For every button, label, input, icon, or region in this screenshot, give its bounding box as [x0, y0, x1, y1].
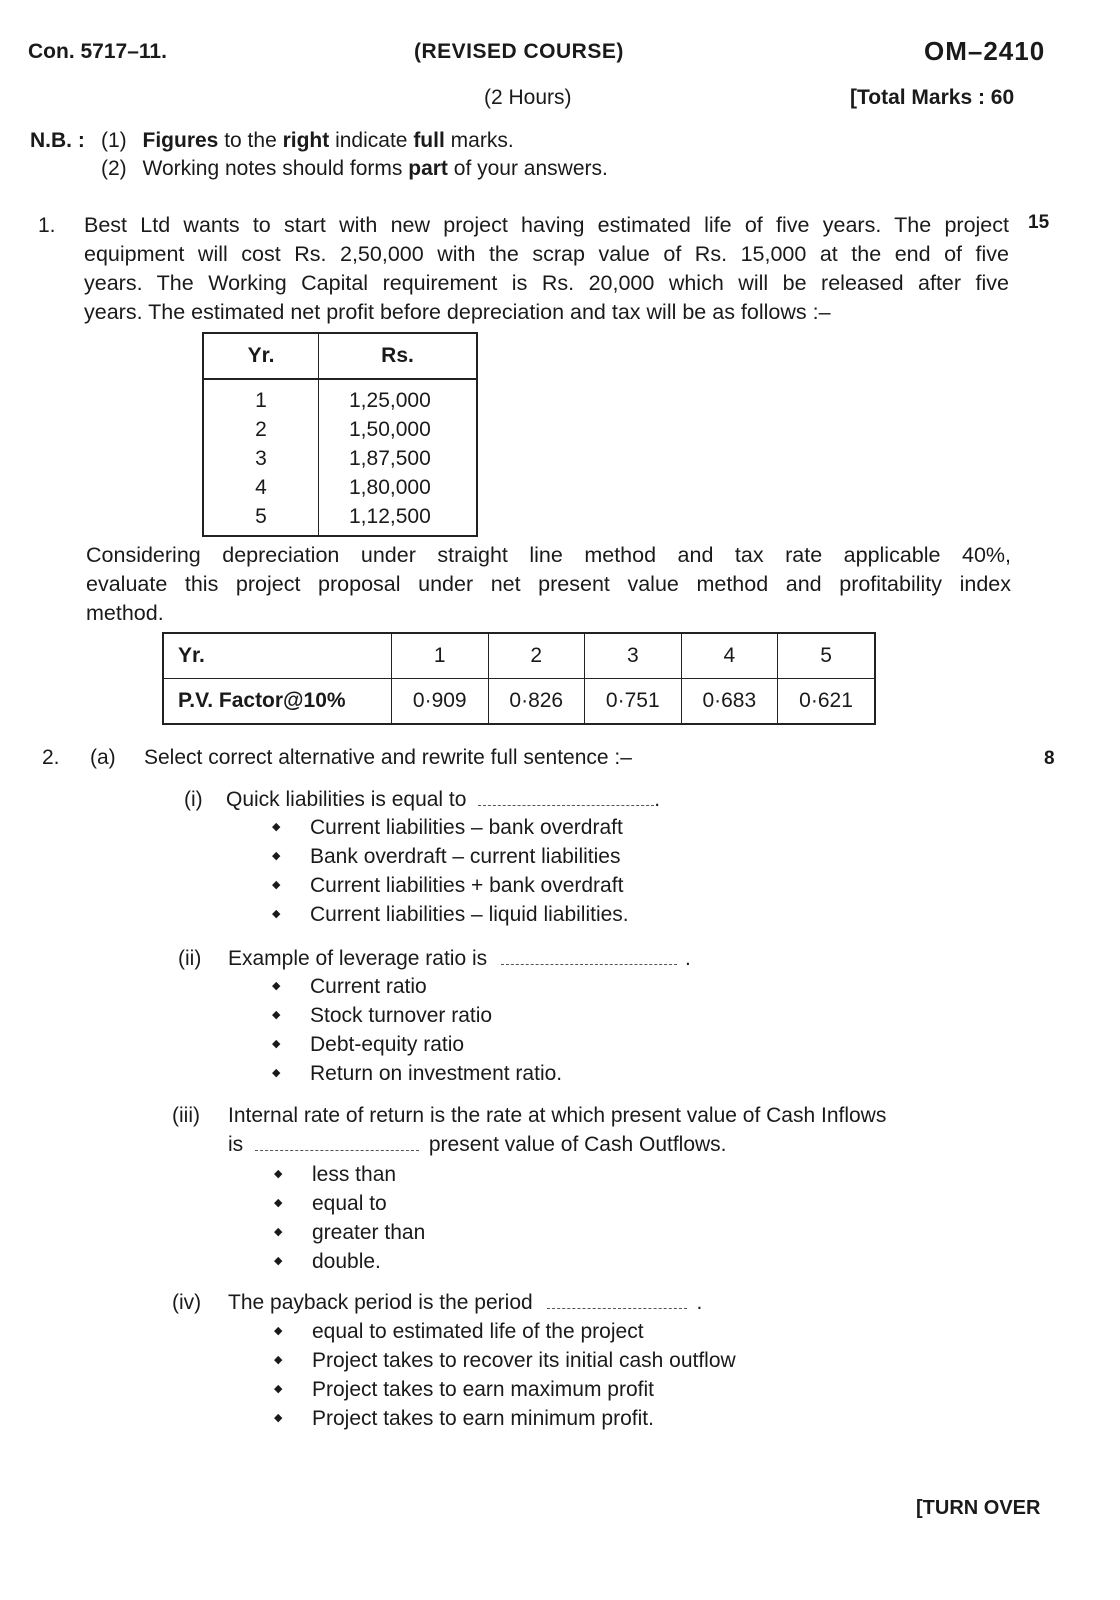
- table-header: Yr.: [203, 333, 319, 379]
- table-cell: 4: [203, 473, 319, 502]
- table-cell: 0·621: [778, 679, 875, 725]
- options-list: [272, 972, 562, 1088]
- table-cell: 1,50,000: [319, 415, 478, 444]
- q1-line: method.: [86, 601, 164, 625]
- table-cell: 1: [203, 379, 319, 415]
- q2-sub: (a): [90, 746, 116, 769]
- option-item: ◆ double.: [274, 1247, 425, 1276]
- options-list: [272, 813, 629, 929]
- table-cell: 4: [681, 633, 778, 679]
- nb-text: to the: [218, 129, 283, 152]
- mcq-stem-line-2: [228, 1133, 727, 1157]
- table-cell: 1: [392, 633, 489, 679]
- q1-line: equipment will cost Rs. 2,50,000 with the scrap value of Rs. 15,000 at the end of five: [84, 242, 1009, 266]
- table-cell: 0·683: [681, 679, 778, 725]
- duration: (2 Hours): [484, 86, 572, 109]
- answer-blank: [255, 1136, 419, 1151]
- table-cell: 1,12,500: [319, 502, 478, 536]
- mcq-number: (i): [184, 788, 203, 811]
- nb-item-2: [101, 157, 608, 181]
- nb-text: marks.: [444, 129, 514, 152]
- nb-text: right: [282, 129, 330, 152]
- table-row: [203, 379, 477, 415]
- table-cell: 1,25,000: [319, 379, 478, 415]
- mcq-stem-end: .: [684, 947, 691, 970]
- total-marks: [Total Marks : 60: [850, 86, 1015, 109]
- table-cell: 5: [778, 633, 875, 679]
- option-item: ◆ equal to: [274, 1189, 425, 1218]
- table-cell: 2: [203, 415, 319, 444]
- nb-text: part: [408, 157, 448, 180]
- mcq-stem-text: Example of leverage ratio is: [228, 947, 488, 970]
- mcq-stem: [228, 1291, 702, 1315]
- option-item: ◆ Debt-equity ratio: [272, 1030, 562, 1059]
- mcq-number: (iv): [172, 1291, 202, 1314]
- nb-text: indicate: [329, 129, 414, 152]
- q1-line: Considering depreciation under straight line method and tax rate applicable 40%,: [86, 543, 1011, 567]
- q1-paragraph-2: [86, 541, 1011, 628]
- mcq-stem-text: The payback period is the period: [228, 1291, 533, 1314]
- table-row: [203, 473, 477, 502]
- table-cell: 3: [203, 444, 319, 473]
- q1-number: 1.: [38, 214, 56, 237]
- table-cell: 2: [488, 633, 585, 679]
- mcq-stem-text: Quick liabilities is equal to: [226, 788, 467, 811]
- options-list: [274, 1317, 736, 1433]
- table-cell: P.V. Factor@10%: [163, 679, 392, 725]
- q2-marks: 8: [1044, 748, 1055, 769]
- q1-marks: 15: [1028, 212, 1050, 233]
- table-row: [163, 679, 875, 725]
- table-cell: 1,80,000: [319, 473, 478, 502]
- option-item: ◆ less than: [274, 1160, 425, 1189]
- mcq-stem-text: is: [228, 1133, 244, 1156]
- answer-blank: [501, 950, 677, 965]
- turn-over-label: [TURN OVER: [916, 1497, 1041, 1519]
- option-item: ◆ Current liabilities – bank overdraft: [272, 813, 629, 842]
- table-cell: Yr.: [163, 633, 392, 679]
- table-cell: 5: [203, 502, 319, 536]
- option-item: ◆ Project takes to recover its initial cash outflow: [274, 1346, 736, 1375]
- option-item: ◆ Stock turnover ratio: [272, 1001, 562, 1030]
- nb-label: N.B. :: [30, 129, 85, 152]
- option-item: ◆ Bank overdraft – current liabilities: [272, 842, 629, 871]
- option-item: ◆ Current liabilities – liquid liabilities.: [272, 900, 629, 929]
- q1-line: years. The estimated net profit before depreciation and tax will be as follows :–: [84, 300, 831, 324]
- nb-item-num: (1): [101, 129, 127, 152]
- option-item: ◆ Project takes to earn maximum profit: [274, 1375, 736, 1404]
- table-row: [203, 444, 477, 473]
- mcq-stem: [226, 788, 660, 812]
- answer-blank: [547, 1294, 687, 1309]
- table-row: [203, 415, 477, 444]
- course-label: (REVISED COURSE): [414, 40, 624, 63]
- table-cell: 0·826: [488, 679, 585, 725]
- mcq-stem-end: .: [696, 1291, 703, 1314]
- option-item: ◆ Current liabilities + bank overdraft: [272, 871, 629, 900]
- option-item: ◆ Current ratio: [272, 972, 562, 1001]
- q1-line: evaluate this project proposal under net present value method and profitability index: [86, 572, 1011, 596]
- table-cell: 0·909: [392, 679, 489, 725]
- q2-number: 2.: [42, 746, 60, 769]
- table-cell: 3: [585, 633, 682, 679]
- paper-code: OM–2410: [924, 36, 1046, 66]
- pv-factor-table: [162, 632, 876, 725]
- table-row: [203, 502, 477, 536]
- table-row: [163, 633, 875, 679]
- table-header: Rs.: [319, 333, 478, 379]
- options-list: [274, 1160, 425, 1276]
- mcq-stem-end: .: [654, 788, 661, 811]
- nb-item-num: (2): [101, 157, 127, 180]
- nb-text: full: [413, 129, 445, 152]
- nb-text: of your answers.: [447, 157, 608, 180]
- q1-line: Best Ltd wants to start with new project having estimated life of five years. The project: [84, 213, 1009, 237]
- option-item: ◆ equal to estimated life of the project: [274, 1317, 736, 1346]
- table-cell: 1,87,500: [319, 444, 478, 473]
- nb-text: Figures: [142, 129, 219, 152]
- option-item: ◆ Project takes to earn minimum profit.: [274, 1404, 736, 1433]
- mcq-number: (ii): [178, 947, 202, 970]
- table-cell: 0·751: [585, 679, 682, 725]
- nb-item-1: [101, 129, 514, 153]
- mcq-stem-text: present value of Cash Outflows.: [428, 1133, 727, 1156]
- q1-line: years. The Working Capital requirement is Rs. 20,000 which will be released after five: [84, 271, 1009, 295]
- q1-paragraph: [84, 211, 1009, 327]
- nb-text: Working notes should forms: [142, 157, 409, 180]
- mcq-stem: Internal rate of return is the rate at which present value of Cash Inflows: [228, 1104, 887, 1127]
- mcq-stem: [228, 947, 691, 971]
- con-number: Con. 5717–11.: [28, 40, 167, 63]
- option-item: ◆ Return on investment ratio.: [272, 1059, 562, 1088]
- q2-title: Select correct alternative and rewrite full sentence :–: [144, 746, 632, 769]
- answer-blank: [478, 791, 654, 806]
- option-item: ◆ greater than: [274, 1218, 425, 1247]
- mcq-number: (iii): [172, 1104, 200, 1127]
- profit-table: [202, 332, 478, 537]
